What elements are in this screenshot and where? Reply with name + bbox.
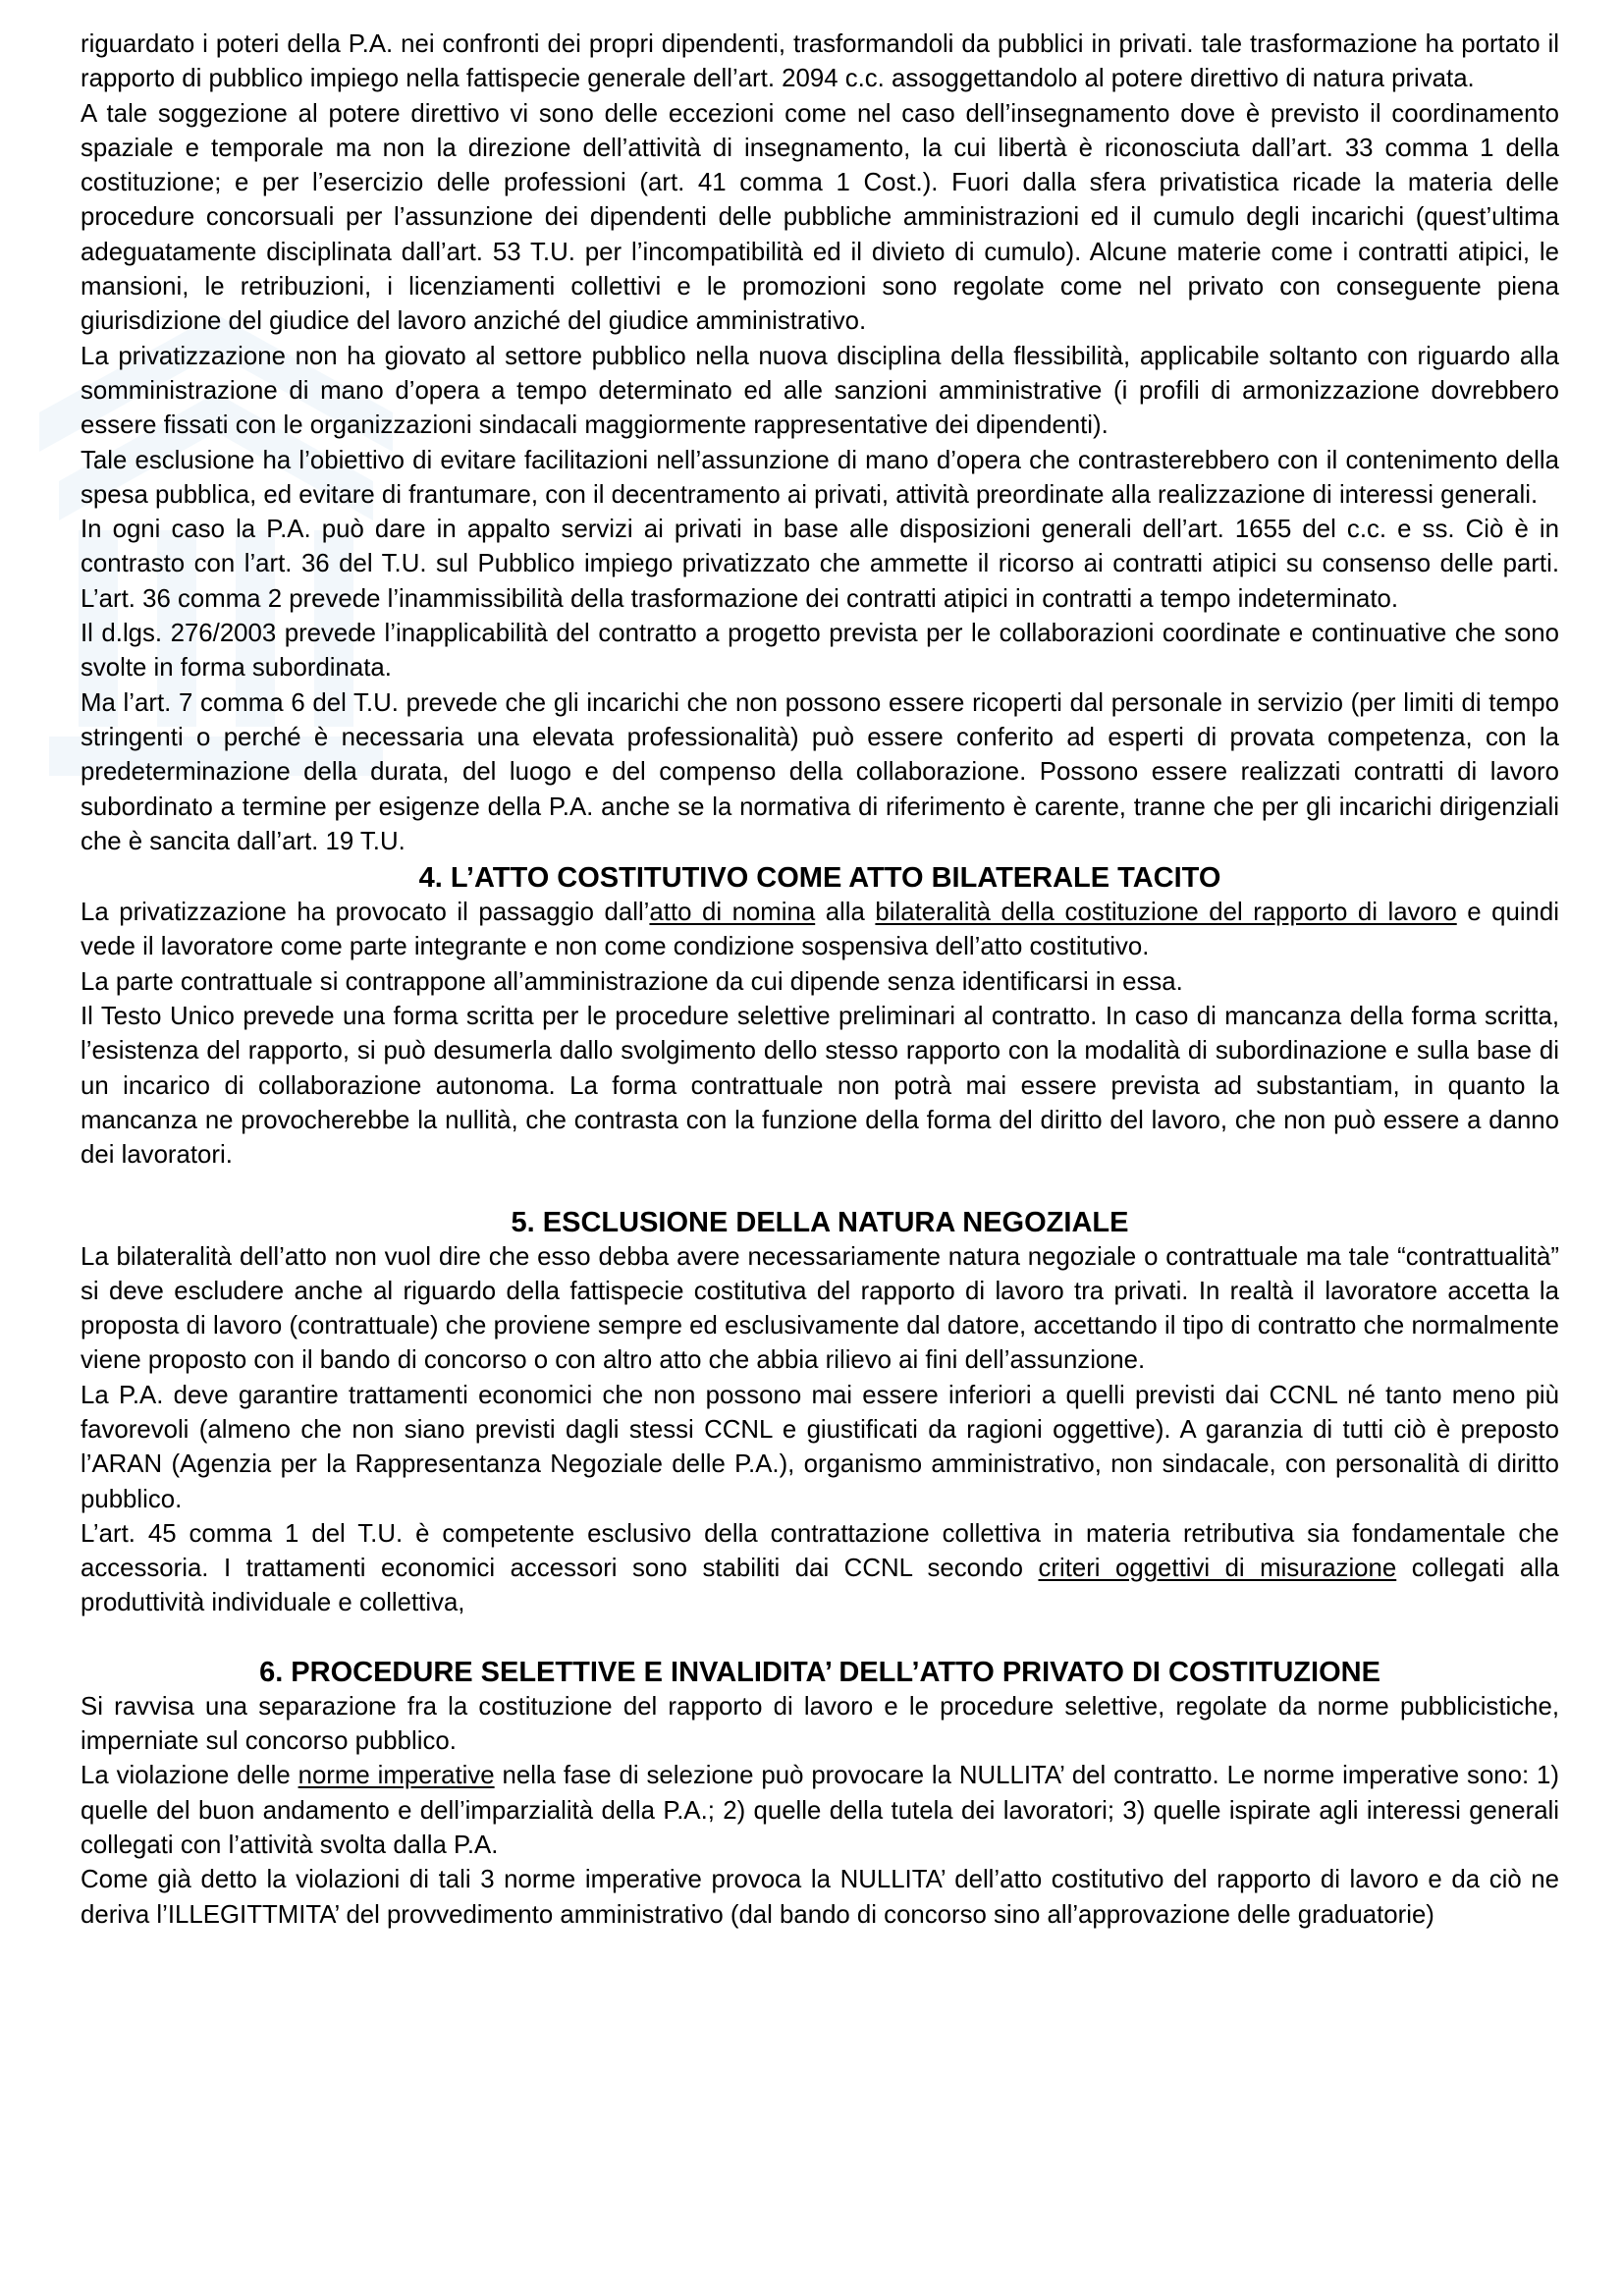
section-6-paragraph: Come già detto la violazioni di tali 3 norme imperative provoca la NULLITA’ dell’atto costitutivo del rapporto di lavoro e da ciò ne deriva l’ILLEGITTMITA’ del provvedimento amministrativo (dal bando di concorso sino all’approvazione delle graduatorie) [81,1866,1559,1929]
section-4-paragraph: Il Testo Unico prevede una forma scritta per le procedure selettive preliminari al contratto. In caso di mancanza della forma scritta, l’esistenza del rapporto, si può desumerla dallo svolgimento dello stesso rapporto con la modalità di subordinazione e sulla base di un incarico di collaborazione autonoma. La forma contrattuale non potrà mai essere prevista ad substantiam, in quanto la mancanza ne provocherebbe la nullità, che contrasta con la funzione della forma del diritto del lavoro, che non può essere a danno dei lavoratori. [81,1003,1559,1170]
section-4-heading: 4. L’ATTO COSTITUTIVO COME ATTO BILATERALE TACITO [418,862,1221,895]
section-5-paragraph: La P.A. deve garantire trattamenti economici che non possono mai essere inferiori a quelli previsti dai CCNL né tanto meno più favorevoli (almeno che non siano previsti dagli stessi CCNL e giustificati da ragioni oggettive). A garanzia di tutti ciò è preposto l’ARAN (Agenzia per la Rappresentanza Negoziale delle P.A.), organismo amministrativo, non sindacale, con personalità di diritto pubblico. [81,1381,1559,1513]
underlined-term: criteri oggettivi di misurazione [1038,1555,1397,1583]
text-run: collegati alla produttività individuale e collettiva, [81,1555,1559,1617]
section-6-heading: 6. PROCEDURE SELETTIVE E INVALIDITA’ DELL’ATTO PRIVATO DI COSTITUZIONE [259,1656,1380,1688]
underlined-term: bilateralità della costituzione del rapporto di lavoro [875,899,1457,927]
text-run: La violazione delle [81,1762,298,1790]
underlined-term: atto di nomina [649,899,816,927]
text-run: e quindi vede il lavoratore come parte integrante e non come condizione sospensiva dell’atto costitutivo. [81,899,1559,961]
text-run: La privatizzazione ha provocato il passaggio dall’ [81,899,650,927]
section-6-paragraph [81,1759,1559,1863]
section-5-paragraph: La bilateralità dell’atto non vuol dire che esso debba avere necessariamente natura negoziale o contrattuale ma tale “contrattualità” si deve escludere anche al riguardo della fattispecie costitutiva del rapporto di lavoro tra privati. In realtà il lavoratore accetta la proposta di lavoro (contrattuale) che proviene sempre ed esclusivamente dal datore, accettando il tipo di contratto che normalmente viene proposto con il bando di concorso o con altro atto che abbia rilievo ai fini dell’assunzione. [81,1242,1559,1375]
section-4-paragraph: La parte contrattuale si contrappone all’amministrazione da cui dipende senza identificarsi in essa. [81,967,1183,996]
section-6-paragraph: Si ravvisa una separazione fra la costituzione del rapporto di lavoro e le procedure selettive, regolate da norme pubblicistiche, imperniate sul concorso pubblico. [81,1692,1559,1756]
intro-paragraph: Il d.lgs. 276/2003 prevede l’inapplicabilità del contratto a progetto prevista per le collaborazioni coordinate e continuative che sono svolte in forma subordinata. [81,620,1559,683]
intro-paragraph: A tale soggezione al potere direttivo vi sono delle eccezioni come nel caso dell’insegnamento dove è previsto il coordinamento spaziale e temporale ma non la direzione dell’attività di insegnamento, la cui libertà è riconosciuta dall’art. 33 comma 1 della costituzione; e per l’esercizio delle professioni (art. 41 comma 1 Cost.). Fuori dalla sfera privatistica ricade la materia delle procedure concorsuali per l’assunzione dei dipendenti delle pubbliche amministrazioni ed il cumulo degli incarichi (quest’ultima adeguatamente disciplinata dall’art. 53 T.U. per l’incompatibilità ed il divieto di cumulo). Alcune materie come i contratti atipici, le mansioni, le retribuzioni, i licenziamenti collettivi e le promozioni sono regolate come nel privato con conseguente piena giurisdizione del giudice del lavoro anziché del giudice amministrativo. [81,99,1559,336]
intro-paragraph: riguardato i poteri della P.A. nei confronti dei propri dipendenti, trasformandoli da pubblici in privati. tale trasformazione ha portato il rapporto di pubblico impiego nella fattispecie generale dell’art. 2094 c.c. assoggettandolo al potere direttivo di natura privata. [81,30,1559,93]
section-4-paragraph [81,896,1559,965]
document-page [81,27,1559,1933]
intro-paragraph: Tale esclusione ha l’obiettivo di evitare facilitazioni nell’assunzione di mano d’opera che contrasterebbero con il contenimento della spesa pubblica, ed evitare di frantumare, con il decentramento ai privati, attività preordinate alla realizzazione di interessi generali. [81,446,1559,509]
intro-paragraph: In ogni caso la P.A. può dare in appalto servizi ai privati in base alle disposizioni generali dell’art. 1655 del c.c. e ss. Ciò è in contrasto con l’art. 36 del T.U. sul Pubblico impiego privatizzato che ammette il ricorso ai contratti atipici su consenso delle parti. L’art. 36 comma 2 prevede l’inammissibilità della trasformazione dei contratti atipici in contratti a tempo indeterminato. [81,516,1559,613]
section-5-paragraph [81,1517,1559,1621]
intro-paragraph: Ma l’art. 7 comma 6 del T.U. prevede che gli incarichi che non possono essere ricoperti dal personale in servizio (per limiti di tempo stringenti o perché è necessaria una elevata professionalità) può essere conferito ad esperti di provata competenza, con la predeterminazione della durata, del luogo e del compenso della collaborazione. Possono essere realizzati contratti di lavoro subordinato a termine per esigenze della P.A. anche se la normativa di riferimento è carente, tranne che per gli incarichi dirigenziali che è sancita dall’art. 19 T.U. [81,688,1559,855]
section-5-heading: 5. ESCLUSIONE DELLA NATURA NEGOZIALE [511,1206,1129,1238]
text-run: L’art. 45 comma 1 del T.U. è competente esclusivo della contrattazione collettiva in materia retributiva sia fondamentale che accessoria. I trattamenti economici accessori sono stabiliti dai CCNL secondo [81,1519,1559,1583]
text-run: alla [815,899,876,927]
intro-paragraph: La privatizzazione non ha giovato al settore pubblico nella nuova disciplina della flessibilità, applicabile soltanto con riguardo alla somministrazione di mano d’opera a tempo determinato ed alle sanzioni amministrative (i profili di armonizzazione dovrebbero essere fissati con le organizzazioni sindacali maggiormente rappresentative dei dipendenti). [81,342,1559,440]
underlined-term: norme imperative [298,1762,495,1790]
text-run: nella fase di selezione può provocare la NULLITA’ del contratto. Le norme imperative sono: 1) quelle del buon andamento e dell’imparzialità della P.A.; 2) quelle della tutela dei lavoratori; 3) quelle ispirate agli interessi generali collegati con l’attività svolta dalla P.A. [81,1762,1559,1859]
